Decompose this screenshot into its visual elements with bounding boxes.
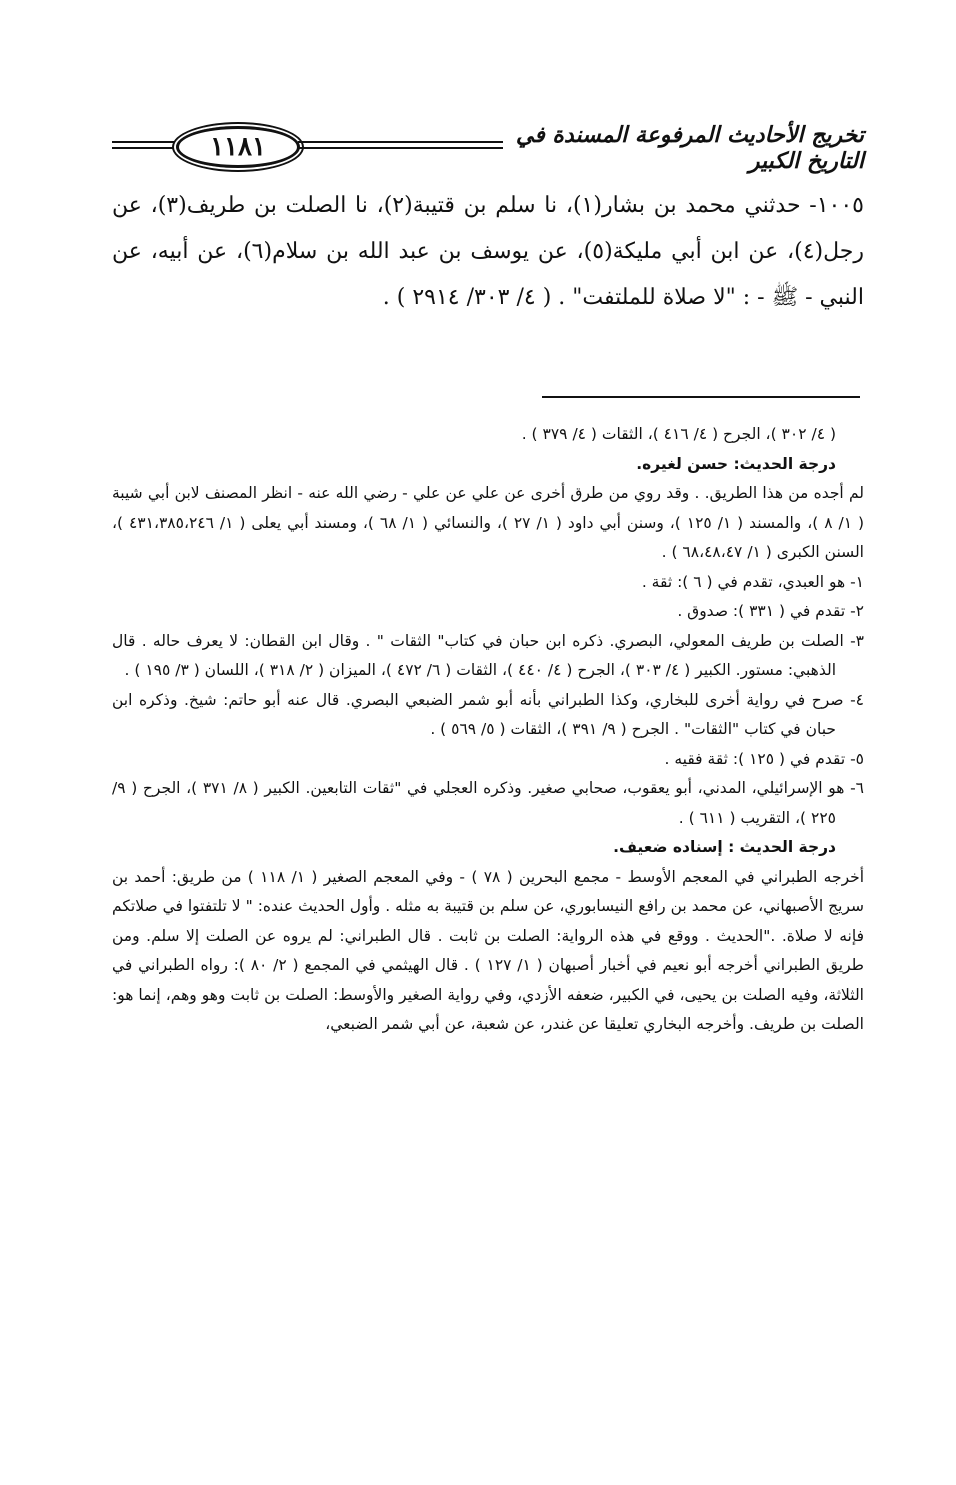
running-title: تخريج الأحاديث المرفوعة المسندة في التاريخ الكبير bbox=[515, 122, 864, 174]
hadith-grade-heading-2: درجة الحديث : إسناده ضعيف. bbox=[613, 838, 836, 856]
hadith-text bbox=[112, 183, 864, 321]
hadith-1005: ١٠٠٥- حدثني محمد بن بشار(١)، نا سلم بن قتيبة(٢)، نا الصلت بن طريف(٣)، عن رجل(٤)، عن ابن أبي مليكة(٥)، عن يوسف بن عبد الله بن سلام(٦)، عن أبيه، عن النبي - ﷺ - : "لا صلاة للملتفت" . ( ٤/ ٣٠٣/ ٢٩١٤ ) . bbox=[112, 193, 864, 310]
footnote-separator bbox=[542, 396, 860, 398]
footnote-3: ٣- الصلت بن طريف المعولي، البصري. ذكره ابن حبان في كتاب" الثقات " . وقال ابن القطان: لا يعرف حاله . قال الذهبي: مستور. الكبير ( ٤/ ٣٠٣ )، الجرح ( ٤/ ٤٤٠ )، الثقات ( ٦/ ٤٧٢ )، الميزان ( ٢/ ٣١٨ )، اللسان ( ٣/ ١٩٥ ) . bbox=[112, 631, 864, 679]
footnote-5: ٥- تقدم في ( ١٢٥ ): ثقة فقيه . bbox=[664, 749, 864, 768]
footnotes bbox=[112, 420, 864, 1040]
takhrij-paragraph-2: أخرجه الطبراني في المعجم الأوسط - مجمع البحرين ( ٧٨ ) - وفي المعجم الصغير ( ١/ ١١٨ ) من طريق: أحمد بن سريج الأصبهاني، عن محمد بن رافع النيسابوري، عن سلم بن قتيبة به مثله . وأول الحديث عنده: " لا تلتفتوا في صلاتكم فإنه لا صلاة. ."الحديث . ووقع في هذه الرواية: الصلت بن ثابت . قال الطبراني: لم يروه عن الصلت إلا سلم. ومن طريق الطبراني أخرجه أبو نعيم في أخبار أصبهان ( ١/ ١٢٧ ) . قال الهيثمي في المجمع ( ٢/ ٨٠ ): رواه الطبراني في الثلاثة، وفيه الصلت بن يحيى، في الكبير، ضعفه الأزدي، وفي رواية الصغير والأوسط: الصلت بن ثابت وهو وهم، إنما هو: الصلت بن طريف. وأخرجه البخاري تعليقا عن غندر، عن شعبة، عن أبي شمر الضبعي، bbox=[112, 867, 865, 1033]
footnote-1: ١- هو العبدي، تقدم في ( ٦ ): ثقة . bbox=[641, 572, 864, 591]
header-rule-right bbox=[298, 141, 503, 149]
note-continuation: ( ٤/ ٣٠٢ )، الجرح ( ٤/ ٤١٦ )، الثقات ( ٤/ ٣٧٩ ) . bbox=[521, 425, 836, 443]
footnote-4: ٤- صرح في رواية أخرى للبخاري، وكذا الطبراني بأنه أبو شمر الضبعي البصري. قال عنه أبو حاتم: شيخ. وذكره ابن حبان في كتاب "الثقات" . الجرح ( ٩/ ٣٩١ )، الثقات ( ٥/ ٥٦٩ ) . bbox=[112, 690, 864, 738]
header-rule-left bbox=[112, 141, 174, 149]
hadith-grade-heading: درجة الحديث: حسن لغيره. bbox=[636, 454, 836, 473]
footnote-6: ٦- هو الإسرائيلي، المدني، أبو يعقوب، صحابي صغير. وذكره العجلي في "ثقات التابعين. الكبير ( ٨/ ٣٧١ )، الجرح ( ٩/ ٢٢٥ )، التقريب ( ٦١١ ) . bbox=[112, 779, 864, 827]
footnote-2: ٢- تقدم في ( ٣٣١ ): صدوق . bbox=[677, 602, 864, 620]
takhrij-paragraph: لم أجده من هذا الطريق. . وقد روي من طرق أخرى عن علي عن علي - رضي الله عنه - انظر المصنف لابن أبي شيبة ( ١/ ٨ )، والمسند ( ١/ ١٢٥ )، وسنن أبي داود ( ١/ ٢٧ )، والنسائي ( ١/ ٦٨ )، ومسند أبي يعلى ( ١/ ٤٣١،٣٨٥،٢٤٦ )، السنن الكبرى ( ١/ ٦٨،٤٨،٤٧ ) . bbox=[112, 484, 864, 561]
page-number: ١١٨١ bbox=[176, 126, 300, 168]
page-header bbox=[112, 118, 864, 174]
